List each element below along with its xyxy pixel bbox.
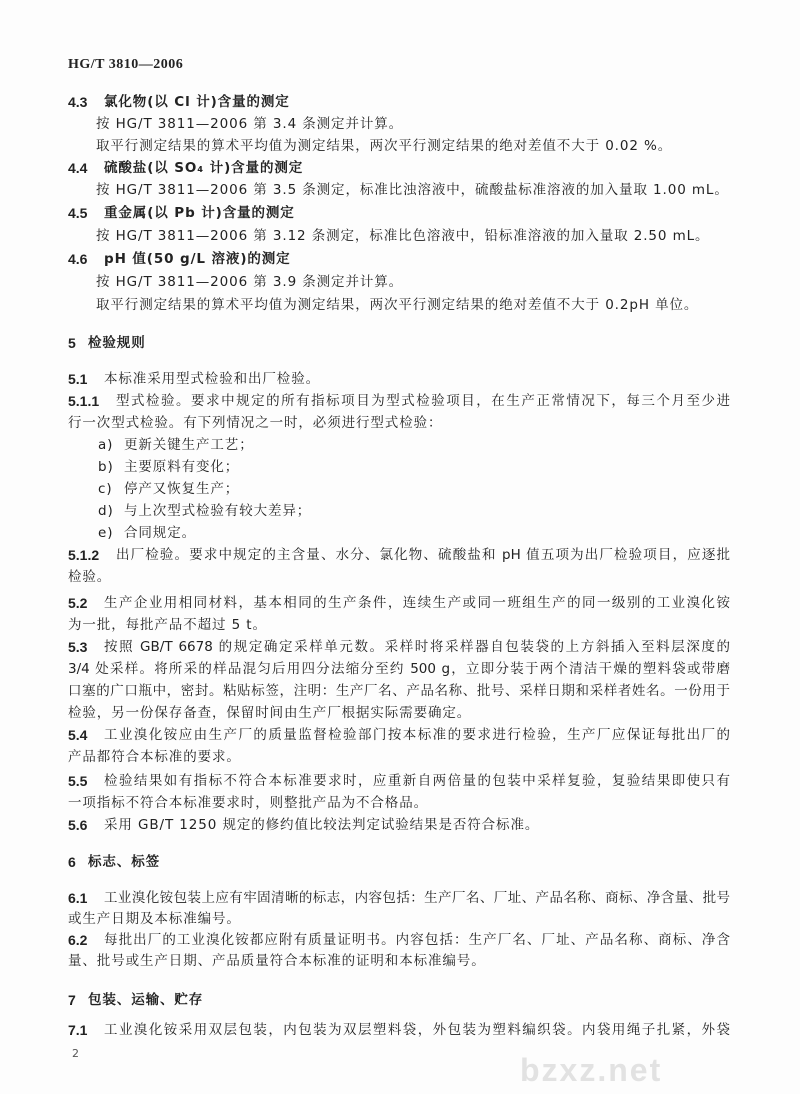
text-line	[0, 724, 800, 746]
text-line	[0, 390, 800, 412]
text-line	[0, 271, 800, 293]
text-line	[0, 179, 800, 201]
text-line	[0, 248, 800, 270]
text-line	[0, 91, 800, 113]
section-number: 4.4	[68, 160, 88, 176]
section-number: 5.6	[68, 817, 88, 833]
paragraph-line: 生产企业用相同材料，基本相同的生产条件，连续生产或同一班组生产的同一级别的工业溴化铵	[104, 595, 730, 611]
text-line	[0, 614, 800, 636]
text-line	[0, 202, 800, 224]
section-number: 4.3	[68, 94, 88, 110]
text-line	[0, 792, 800, 814]
text-line	[0, 702, 800, 724]
paragraph-line: 取平行测定结果的算术平均值为测定结果，两次平行测定结果的绝对差值不大于 0.02 %。	[96, 138, 673, 154]
text-line	[0, 566, 800, 588]
paragraph-line: 工业溴化铵包装上应有牢固清晰的标志，内容包括：生产厂名、厂址、产品名称、商标、净含量、批号	[104, 890, 730, 906]
section-number: 5.5	[68, 773, 88, 789]
text-line	[0, 113, 800, 135]
section-number: 4.5	[68, 205, 88, 221]
chapter-title: 检验规则	[88, 335, 146, 351]
list-label: c)	[98, 481, 113, 497]
section-number: 5.3	[68, 639, 88, 655]
text-line	[0, 157, 800, 179]
text-line	[0, 412, 800, 434]
list-item	[0, 478, 800, 500]
section-5-1	[0, 368, 800, 390]
section-number: 4.6	[68, 251, 88, 267]
text-line	[0, 680, 800, 702]
text-line	[0, 544, 800, 566]
paragraph-line: 量、批号或生产日期、产品质量符合本标准的证明和本标准编号。	[68, 953, 486, 969]
text-line	[0, 929, 800, 951]
list-item	[0, 522, 800, 544]
paragraph-line: 口塞的广口瓶中，密封。粘贴标签，注明：生产厂名、产品名称、批号、采样日期和采样者姓名。一份用于	[68, 683, 730, 699]
section-5-6	[0, 814, 800, 836]
list-label: a)	[98, 437, 114, 453]
paragraph-line: 取平行测定结果的算术平均值为测定结果，两次平行测定结果的绝对差值不大于 0.2pH 单位。	[96, 297, 699, 313]
chapter-7-heading	[0, 989, 800, 1011]
section-number: 5.2	[68, 595, 88, 611]
paragraph-line: 本标准采用型式检验和出厂检验。	[104, 371, 320, 387]
section-title: 重金属(以 Pb 计)含量的测定	[104, 205, 295, 221]
section-number: 5.1.1	[68, 393, 100, 409]
paragraph-line: 3/4 处采样。将所采的样品混匀后用四分法缩分至约 500 g，立即分装于两个清洁干燥的塑料袋或带磨	[68, 661, 730, 677]
list-text: 主要原料有变化；	[124, 459, 240, 475]
list-label: d)	[98, 503, 114, 519]
paragraph-line: 工业溴化铵应由生产厂的质量监督检验部门按本标准的要求进行检验，生产厂应保证每批出厂的	[104, 727, 730, 743]
document-header: HG/T 3810—2006	[68, 57, 184, 72]
paragraph-line: 检验结果如有指标不符合本标准要求时，应重新自两倍量的包装中采样复验，复验结果即使只有	[104, 773, 730, 789]
chapter-title: 标志、标签	[88, 854, 160, 870]
chapter-title: 包装、运输、贮存	[88, 992, 204, 1008]
chapter-number: 7	[68, 992, 76, 1008]
paragraph-line: 为一批，每批产品不超过 5 t。	[68, 617, 267, 633]
watermark: bzxz.net	[520, 1052, 663, 1088]
list-item	[0, 456, 800, 478]
list-item	[0, 500, 800, 522]
section-number: 7.1	[68, 1022, 88, 1038]
text-line	[0, 135, 800, 157]
paragraph-line: 或生产日期及本标准编号。	[68, 911, 241, 927]
paragraph-line: 产品都符合本标准的要求。	[68, 749, 241, 765]
paragraph-line: 检验，另一份保存备查，保留时间由生产厂根据实际需要确定。	[68, 705, 472, 721]
text-line	[0, 887, 800, 909]
text-line	[0, 658, 800, 680]
text-line	[0, 908, 800, 930]
chapter-6-heading	[0, 851, 800, 873]
list-text: 停产又恢复生产；	[124, 481, 240, 497]
paragraph-line: 每批出厂的工业溴化铵都应附有质量证明书。内容包括：生产厂名、厂址、产品名称、商标、净含	[104, 932, 730, 948]
paragraph-line: 工业溴化铵采用双层包装，内包装为双层塑料袋，外包装为塑料编织袋。内袋用绳子扎紧，外袋	[104, 1022, 730, 1038]
paragraph-line: 按 HG/T 3811—2006 第 3.9 条测定并计算。	[96, 274, 404, 290]
paragraph-line: 出厂检验。要求中规定的主含量、水分、氯化物、硫酸盐和 pH 值五项为出厂检验项目，应逐批	[116, 547, 730, 563]
list-label: b)	[98, 459, 114, 475]
section-number: 5.4	[68, 727, 88, 743]
page-number: 2	[72, 1047, 79, 1060]
paragraph-line: 按 HG/T 3811—2006 第 3.5 条测定，标准比浊溶液中，硫酸盐标准溶液的加入量取 1.00 mL。	[96, 182, 729, 198]
list-text: 与上次型式检验有较大差异；	[124, 503, 312, 519]
chapter-5-heading	[0, 332, 800, 354]
text-line	[0, 592, 800, 614]
section-title: pH 值(50 g/L 溶液)的测定	[104, 251, 291, 267]
paragraph-line: 型式检验。要求中规定的所有指标项目为型式检验项目，在生产正常情况下，每三个月至少进	[116, 393, 730, 409]
list-label: e)	[98, 525, 114, 541]
paragraph-line: 按 HG/T 3811—2006 第 3.12 条测定，标准比色溶液中，铅标准溶液的加入量取 2.50 mL。	[96, 228, 710, 244]
paragraph-line: 一项指标不符合本标准要求时，则整批产品为不合格品。	[68, 795, 428, 811]
chapter-number: 6	[68, 854, 76, 870]
list-text: 合同规定。	[124, 525, 196, 541]
text-line	[0, 294, 800, 316]
section-number: 5.1	[68, 371, 88, 387]
text-line	[0, 746, 800, 768]
section-title: 硫酸盐(以 SO₄ 计)含量的测定	[104, 160, 304, 176]
paragraph-line: 按照 GB/T 6678 的规定确定采样单元数。采样时将采样器自包装袋的上方斜插入至料层深度的	[104, 639, 730, 655]
text-line	[0, 636, 800, 658]
text-line	[0, 950, 800, 972]
paragraph-line: 按 HG/T 3811—2006 第 3.4 条测定并计算。	[96, 116, 404, 132]
paragraph-line: 检验。	[68, 569, 112, 585]
section-number: 6.1	[68, 890, 88, 906]
text-line	[0, 770, 800, 792]
text-line	[0, 225, 800, 247]
list-text: 更新关键生产工艺；	[124, 437, 254, 453]
section-title: 氯化物(以 Cl 计)含量的测定	[104, 94, 290, 110]
paragraph-line: 行一次型式检验。有下列情况之一时，必须进行型式检验：	[68, 415, 443, 431]
section-number: 6.2	[68, 932, 88, 948]
section-7-1	[0, 1019, 800, 1041]
chapter-number: 5	[68, 335, 76, 351]
list-item	[0, 434, 800, 456]
paragraph-line: 采用 GB/T 1250 规定的修约值比较法判定试验结果是否符合标准。	[104, 817, 540, 833]
section-number: 5.1.2	[68, 547, 100, 563]
